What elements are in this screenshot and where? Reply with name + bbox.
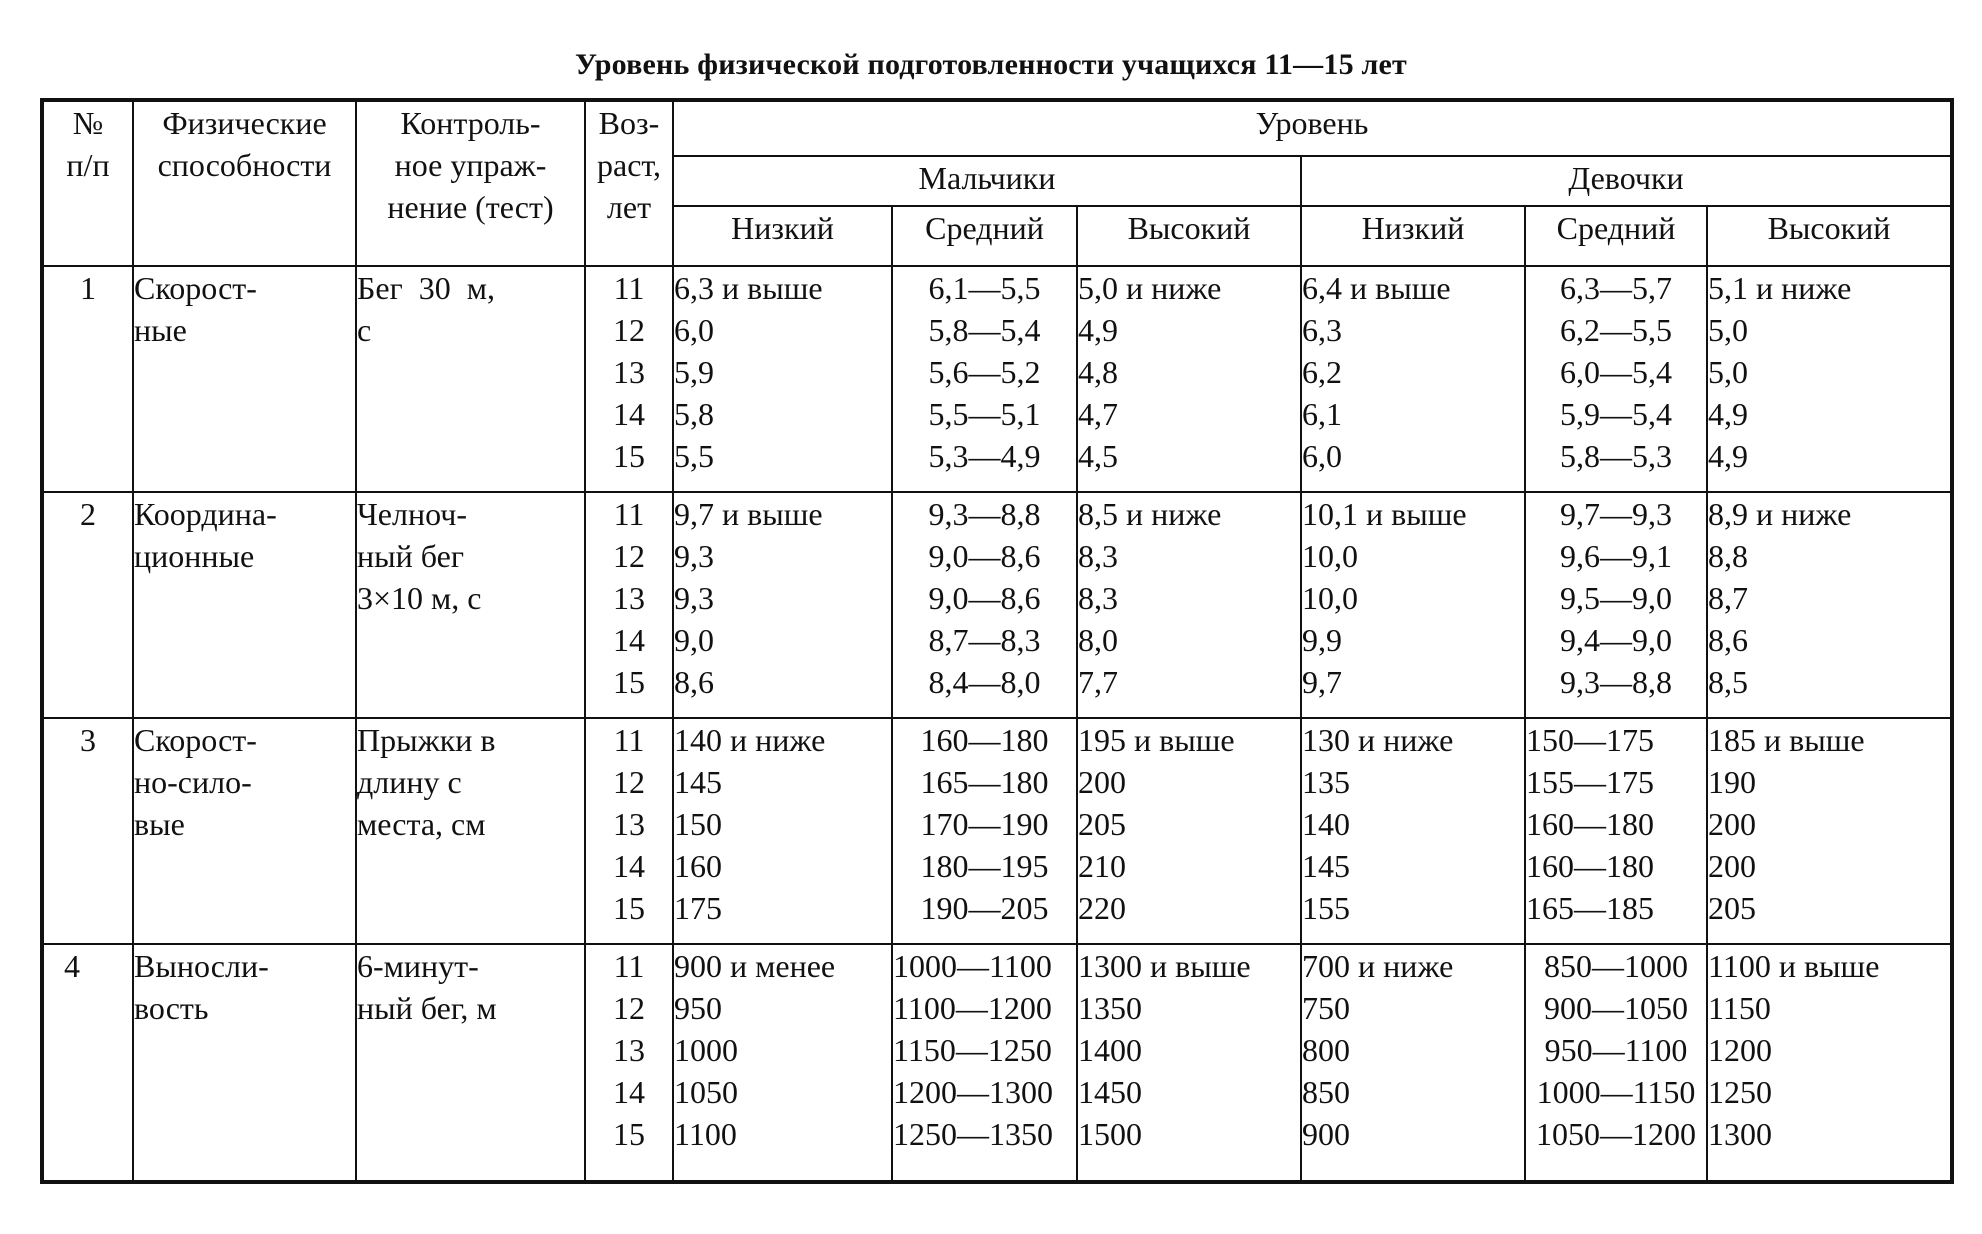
value: 9,3—8,8 xyxy=(928,496,1041,532)
test-line: с xyxy=(357,312,372,348)
value: 1100 и выше xyxy=(1708,948,1880,984)
value: 8,9 и ниже xyxy=(1708,496,1852,532)
age-value: 12 xyxy=(613,538,645,574)
value: 140 xyxy=(1302,806,1350,842)
header-num xyxy=(42,100,133,266)
girls-low-cell xyxy=(1301,944,1525,1182)
value: 900 xyxy=(1302,1116,1350,1152)
value: 1500 xyxy=(1078,1116,1142,1152)
value: 8,7 xyxy=(1708,580,1748,616)
value: 4,9 xyxy=(1708,438,1748,474)
header-test xyxy=(356,100,585,266)
value: 175 xyxy=(674,890,722,926)
girls-high-cell xyxy=(1707,944,1952,1182)
value: 8,4—8,0 xyxy=(928,664,1041,700)
age-value: 12 xyxy=(613,764,645,800)
boys-low-cell xyxy=(673,492,892,718)
age-value: 11 xyxy=(613,270,645,306)
value: 6,2 xyxy=(1302,354,1342,390)
value: 9,7—9,3 xyxy=(1560,496,1672,532)
value: 9,6—9,1 xyxy=(1560,538,1672,574)
boys-low-cell xyxy=(673,266,892,492)
value: 160—180 xyxy=(920,722,1049,758)
age-value: 14 xyxy=(613,1074,645,1110)
test-line: Челноч- xyxy=(357,496,468,532)
boys-high-cell xyxy=(1077,944,1301,1182)
test-line: ный бег xyxy=(357,538,464,574)
test-line: Прыжки в xyxy=(357,722,496,758)
girls-mid-cell xyxy=(1525,718,1707,944)
value: 1200—1300 xyxy=(893,1074,1053,1110)
value: 10,0 xyxy=(1302,580,1358,616)
ability-cell xyxy=(133,492,356,718)
value: 6,1—5,5 xyxy=(928,270,1041,306)
test-line: длину с xyxy=(357,764,462,800)
value: 205 xyxy=(1078,806,1126,842)
test-line: Бег 30 м, xyxy=(357,270,495,306)
value: 4,8 xyxy=(1078,354,1118,390)
value: 190 xyxy=(1708,764,1756,800)
value: 8,3 xyxy=(1078,538,1118,574)
value: 160 xyxy=(674,848,722,884)
boys-high-cell xyxy=(1077,718,1301,944)
header-age xyxy=(585,100,673,266)
age-value: 12 xyxy=(613,990,645,1026)
header-boys-low: Низкий xyxy=(673,206,892,266)
girls-low-cell xyxy=(1301,266,1525,492)
value: 190—205 xyxy=(920,890,1049,926)
age-value: 15 xyxy=(613,1116,645,1152)
test-cell xyxy=(356,266,585,492)
ability-cell xyxy=(133,944,356,1182)
ability-line: Скорост- xyxy=(134,270,257,306)
header-test-line: нение (тест) xyxy=(387,189,554,225)
value: 210 xyxy=(1078,848,1126,884)
girls-mid-cell xyxy=(1525,944,1707,1182)
header-level: Уровень xyxy=(673,100,1952,156)
age-value: 14 xyxy=(613,848,645,884)
header-test-line: ное упраж- xyxy=(394,147,547,183)
girls-high-cell xyxy=(1707,492,1952,718)
value: 900 и менее xyxy=(674,948,836,984)
age-value: 15 xyxy=(613,438,645,474)
value: 205 xyxy=(1708,890,1756,926)
header-boys: Мальчики xyxy=(673,156,1301,206)
value: 5,8 xyxy=(674,396,714,432)
value: 145 xyxy=(674,764,722,800)
value: 1200 xyxy=(1708,1032,1772,1068)
value: 160—180 xyxy=(1526,806,1654,842)
value: 5,9—5,4 xyxy=(1560,396,1672,432)
test-cell xyxy=(356,718,585,944)
header-row-level xyxy=(42,100,1952,156)
boys-mid-cell xyxy=(892,266,1077,492)
value: 160—180 xyxy=(1526,848,1654,884)
value: 6,0—5,4 xyxy=(1560,354,1672,390)
value: 130 и ниже xyxy=(1302,722,1454,758)
value: 5,0 и ниже xyxy=(1078,270,1222,306)
fitness-level-table xyxy=(40,98,1954,1184)
table-row xyxy=(42,492,1952,718)
value: 1300 и выше xyxy=(1078,948,1251,984)
value: 5,1 и ниже xyxy=(1708,270,1852,306)
test-line: ный бег, м xyxy=(357,990,497,1026)
value: 9,3—8,8 xyxy=(1560,664,1672,700)
value: 1000—1100 xyxy=(893,948,1052,984)
value: 195 и выше xyxy=(1078,722,1235,758)
value: 700 и ниже xyxy=(1302,948,1454,984)
boys-low-cell xyxy=(673,944,892,1182)
value: 9,7 и выше xyxy=(674,496,823,532)
value: 5,9 xyxy=(674,354,714,390)
header-age-line: раст, xyxy=(597,147,661,183)
value: 4,5 xyxy=(1078,438,1118,474)
value: 4,9 xyxy=(1078,312,1118,348)
value: 9,4—9,0 xyxy=(1560,622,1672,658)
value: 6,2—5,5 xyxy=(1560,312,1672,348)
value: 6,3—5,7 xyxy=(1560,270,1672,306)
value: 1150 xyxy=(1708,990,1771,1026)
value: 1000 xyxy=(674,1032,738,1068)
value: 8,5 и ниже xyxy=(1078,496,1222,532)
girls-low-cell xyxy=(1301,718,1525,944)
value: 1300 xyxy=(1708,1116,1772,1152)
value: 5,5—5,1 xyxy=(928,396,1041,432)
value: 1100 xyxy=(674,1116,737,1152)
value: 150 xyxy=(674,806,722,842)
value: 180—195 xyxy=(920,848,1049,884)
value: 950—1100 xyxy=(1544,1032,1688,1068)
girls-mid-cell xyxy=(1525,266,1707,492)
test-line: 6-минут- xyxy=(357,948,479,984)
age-value: 13 xyxy=(613,354,645,390)
value: 4,9 xyxy=(1708,396,1748,432)
age-value: 15 xyxy=(613,664,645,700)
value: 5,0 xyxy=(1708,354,1748,390)
value: 6,4 и выше xyxy=(1302,270,1451,306)
value: 1450 xyxy=(1078,1074,1142,1110)
value: 900—1050 xyxy=(1544,990,1688,1026)
ability-line: но-сило- xyxy=(134,764,252,800)
ability-cell xyxy=(133,718,356,944)
value: 200 xyxy=(1708,848,1756,884)
value: 1000—1150 xyxy=(1536,1074,1696,1110)
value: 9,0—8,6 xyxy=(928,538,1041,574)
row-number: 2 xyxy=(42,492,133,718)
boys-mid-cell xyxy=(892,944,1077,1182)
table-title: Уровень физической подготовленности учащихся 11—15 лет xyxy=(575,48,1407,81)
header-age-line: лет xyxy=(606,189,652,225)
value: 1400 xyxy=(1078,1032,1142,1068)
value: 170—190 xyxy=(920,806,1049,842)
value: 5,8—5,4 xyxy=(928,312,1041,348)
value: 9,0 xyxy=(674,622,714,658)
table-row xyxy=(42,266,1952,492)
boys-low-cell xyxy=(673,718,892,944)
boys-mid-cell xyxy=(892,718,1077,944)
girls-high-cell xyxy=(1707,718,1952,944)
value: 5,0 xyxy=(1708,312,1748,348)
value: 1350 xyxy=(1078,990,1142,1026)
value: 4,7 xyxy=(1078,396,1118,432)
value: 165—180 xyxy=(920,764,1049,800)
value: 1050 xyxy=(674,1074,738,1110)
ability-cell xyxy=(133,266,356,492)
header-girls: Девочки xyxy=(1301,156,1952,206)
boys-high-cell xyxy=(1077,266,1301,492)
row-number: 4 xyxy=(42,944,133,1182)
ages-cell xyxy=(585,266,673,492)
value: 135 xyxy=(1302,764,1350,800)
table-row xyxy=(42,718,1952,944)
header-ability-line: способности xyxy=(157,147,332,183)
value: 950 xyxy=(674,990,722,1026)
value: 6,0 xyxy=(1302,438,1342,474)
value: 5,6—5,2 xyxy=(928,354,1041,390)
boys-high-cell xyxy=(1077,492,1301,718)
girls-low-cell xyxy=(1301,492,1525,718)
value: 5,3—4,9 xyxy=(928,438,1041,474)
header-ability-line: Физические xyxy=(162,105,327,141)
ability-line: вые xyxy=(134,806,185,842)
age-value: 13 xyxy=(613,1032,645,1068)
value: 750 xyxy=(1302,990,1350,1026)
value: 850—1000 xyxy=(1544,948,1688,984)
value: 1050—1200 xyxy=(1536,1116,1696,1152)
age-value: 11 xyxy=(613,948,645,984)
header-num-line: п/п xyxy=(66,147,110,183)
age-value: 15 xyxy=(613,890,645,926)
value: 9,3 xyxy=(674,538,714,574)
value: 165—185 xyxy=(1526,890,1654,926)
value: 6,3 и выше xyxy=(674,270,823,306)
test-line: 3×10 м, с xyxy=(357,580,482,616)
girls-high-cell xyxy=(1707,266,1952,492)
value: 155 xyxy=(1302,890,1350,926)
table-row xyxy=(42,944,1952,1182)
value: 140 и ниже xyxy=(674,722,826,758)
boys-mid-cell xyxy=(892,492,1077,718)
test-cell xyxy=(356,492,585,718)
value: 5,5 xyxy=(674,438,714,474)
ability-line: вость xyxy=(134,990,209,1026)
age-value: 12 xyxy=(613,312,645,348)
ability-line: ные xyxy=(134,312,187,348)
row-number: 3 xyxy=(42,718,133,944)
ages-cell xyxy=(585,718,673,944)
value: 9,0—8,6 xyxy=(928,580,1041,616)
value: 8,5 xyxy=(1708,664,1748,700)
value: 200 xyxy=(1078,764,1126,800)
ability-line: Координа- xyxy=(134,496,277,532)
row-number: 1 xyxy=(42,266,133,492)
girls-mid-cell xyxy=(1525,492,1707,718)
value: 155—175 xyxy=(1526,764,1654,800)
value: 6,3 xyxy=(1302,312,1342,348)
value: 10,1 и выше xyxy=(1302,496,1467,532)
header-girls-low: Низкий xyxy=(1301,206,1525,266)
value: 1250—1350 xyxy=(893,1116,1053,1152)
ages-cell xyxy=(585,492,673,718)
value: 8,6 xyxy=(674,664,714,700)
test-cell xyxy=(356,944,585,1182)
value: 1150—1250 xyxy=(893,1032,1052,1068)
age-value: 13 xyxy=(613,806,645,842)
header-girls-high: Высокий xyxy=(1707,206,1952,266)
value: 10,0 xyxy=(1302,538,1358,574)
value: 1100—1200 xyxy=(893,990,1052,1026)
header-num-line: № xyxy=(72,105,104,141)
ability-line: Скорост- xyxy=(134,722,257,758)
ability-line: ционные xyxy=(134,538,255,574)
value: 220 xyxy=(1078,890,1126,926)
test-line: места, см xyxy=(357,806,486,842)
value: 8,7—8,3 xyxy=(928,622,1041,658)
header-boys-mid: Средний xyxy=(892,206,1077,266)
age-value: 11 xyxy=(613,722,645,758)
value: 9,9 xyxy=(1302,622,1342,658)
header-test-line: Контроль- xyxy=(400,105,541,141)
age-value: 11 xyxy=(613,496,645,532)
header-age-line: Воз- xyxy=(598,105,660,141)
value: 185 и выше xyxy=(1708,722,1865,758)
value: 9,7 xyxy=(1302,664,1342,700)
value: 9,5—9,0 xyxy=(1560,580,1672,616)
value: 7,7 xyxy=(1078,664,1118,700)
ages-cell xyxy=(585,944,673,1182)
value: 8,0 xyxy=(1078,622,1118,658)
value: 5,8—5,3 xyxy=(1560,438,1672,474)
value: 850 xyxy=(1302,1074,1350,1110)
header-boys-high: Высокий xyxy=(1077,206,1301,266)
value: 9,3 xyxy=(674,580,714,616)
value: 8,6 xyxy=(1708,622,1748,658)
value: 200 xyxy=(1708,806,1756,842)
value: 8,8 xyxy=(1708,538,1748,574)
age-value: 14 xyxy=(613,396,645,432)
value: 8,3 xyxy=(1078,580,1118,616)
ability-line: Выносли- xyxy=(134,948,269,984)
header-ability xyxy=(133,100,356,266)
value: 1250 xyxy=(1708,1074,1772,1110)
header-girls-mid: Средний xyxy=(1525,206,1707,266)
age-value: 14 xyxy=(613,622,645,658)
value: 145 xyxy=(1302,848,1350,884)
value: 150—175 xyxy=(1526,722,1654,758)
value: 6,1 xyxy=(1302,396,1342,432)
value: 800 xyxy=(1302,1032,1350,1068)
value: 6,0 xyxy=(674,312,714,348)
age-value: 13 xyxy=(613,580,645,616)
